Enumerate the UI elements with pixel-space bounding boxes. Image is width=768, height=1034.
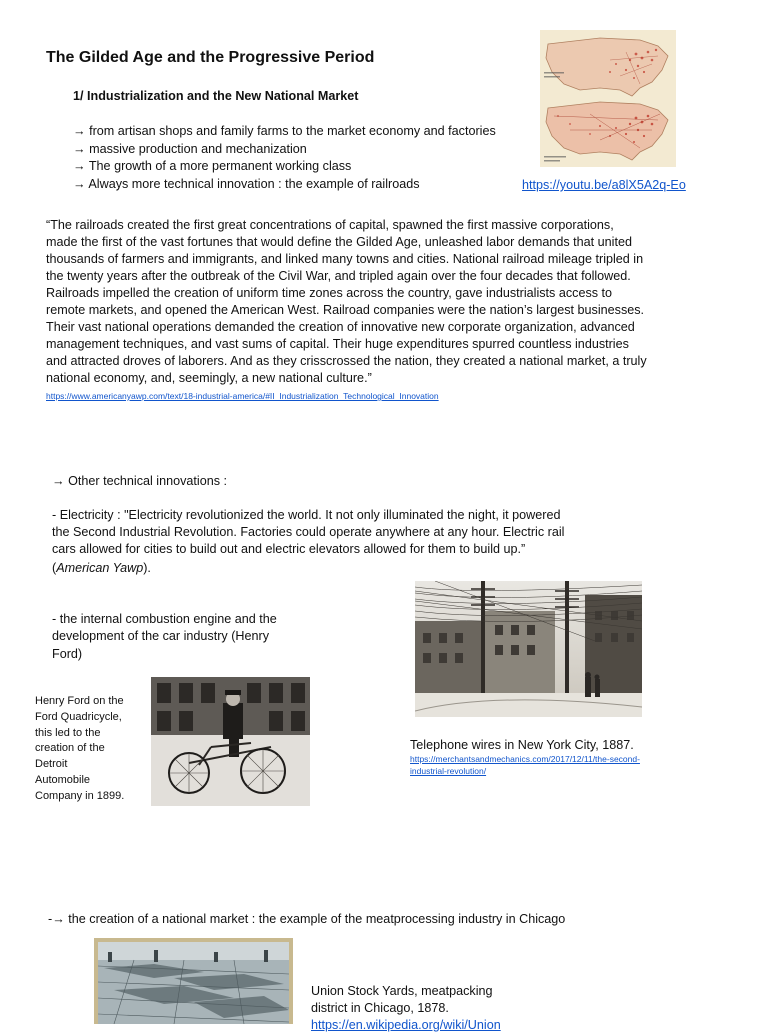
railroad-maps-image — [540, 30, 676, 167]
electricity-line: the Second Industrial Revolution. Factories could operate anywhere at any hour. Electric rail — [52, 525, 565, 539]
national-market-heading: -→ the creation of a national market : the example of the meatprocessing industry in Chicago — [48, 912, 566, 926]
telephone-source-link[interactable]: https://merchantsandmechanics.com/2017/12/11/the-second- — [410, 754, 640, 764]
ford-quadricycle-image — [151, 677, 310, 806]
quote-line: and attracted droves of laborers. And as they crisscrossed the nation, they created a national market, a truly — [46, 354, 647, 368]
telephone-caption: Telephone wires in New York City, 1887. — [410, 738, 634, 752]
quote-line: the twenty years after the outbreak of the Civil War, and tripled again over the four decades that followed. — [46, 269, 631, 283]
stock-yards-caption: Union Stock Yards, meatpacking — [311, 984, 493, 998]
telephone-wires-image — [415, 581, 642, 717]
stock-yards-caption: district in Chicago, 1878. — [311, 1001, 449, 1015]
ford-caption-line: creation of the — [35, 742, 105, 755]
ford-caption — [35, 694, 124, 805]
quote-line: made the first of the vast fortunes that would define the Gilded Age, unleashed labor demands that united — [46, 235, 632, 249]
ford-caption-line: this led to the — [35, 726, 101, 739]
engine-line: Ford) — [52, 647, 83, 661]
electricity-line: cars allowed for cities to build out and electric elevators allowed for them to build up.” — [52, 542, 526, 556]
bullet-item: → from artisan shops and family farms to the market economy and factories — [73, 124, 496, 138]
railroad-quote — [46, 217, 647, 387]
citation-source: American Yawp — [56, 561, 144, 575]
quote-line: Railroads impelled the creation of uniform time zones across the country, gave industrialists access to — [46, 286, 613, 300]
quote-line: remote markets, and opened the American West. Railroad companies were the nation’s largest businesses. — [46, 303, 645, 317]
engine-line: - the internal combustion engine and the — [52, 612, 277, 626]
engine-line: development of the car industry (Henry — [52, 629, 269, 643]
quote-line: national economy, and, seemingly, a new national culture.” — [46, 371, 372, 385]
ford-caption-line: Automobile — [35, 773, 91, 786]
stock-yards-link[interactable]: https://en.wikipedia.org/wiki/Union — [311, 1018, 501, 1032]
ford-caption-line: Henry Ford on the — [35, 695, 124, 707]
quote-line: thousands of farmers and immigrants, and linked many towns and cities. National railroad mileage tripled in — [46, 252, 644, 266]
electricity-citation — [52, 560, 151, 577]
other-innovations-heading: → Other technical innovations : — [52, 474, 228, 488]
quote-source-link[interactable]: https://www.americanyawp.com/text/18-industrial-america/#II_Industrialization_Technological_Innovation — [46, 391, 439, 401]
quote-line: management techniques, and vast sums of capital. Their huge expenditures spurred countless industries — [46, 337, 629, 351]
ford-caption-line: Company in 1899. — [35, 789, 125, 802]
ford-caption-line: Ford Quadricycle, — [35, 710, 122, 723]
union-stock-yards-image — [94, 938, 293, 1024]
citation-close: ). — [143, 561, 151, 575]
quote-line: Their vast national operations demanded the creation of innovative new corporate organization, advanced — [46, 320, 635, 334]
page-title: The Gilded Age and the Progressive Period — [46, 49, 375, 66]
citation-open: ( — [52, 561, 57, 575]
bullet-item: → Always more technical innovation : the example of railroads — [73, 177, 420, 191]
bullet-item: → massive production and mechanization — [73, 142, 307, 156]
electricity-line: - Electricity : "Electricity revolutionized the world. It not only illuminated the night, it powered — [52, 508, 561, 522]
quote-line: “The railroads created the first great concentrations of capital, spawned the first massive corporations, — [46, 218, 614, 232]
ford-caption-line: Detroit — [35, 758, 68, 771]
video-link[interactable]: https://youtu.be/a8lX5A2q-Eo — [522, 178, 686, 192]
bullet-item: → The growth of a more permanent working class — [73, 159, 352, 173]
section-heading: 1/ Industrialization and the New National Market — [73, 89, 359, 103]
telephone-source-link[interactable]: industrial-revolution/ — [410, 766, 487, 776]
